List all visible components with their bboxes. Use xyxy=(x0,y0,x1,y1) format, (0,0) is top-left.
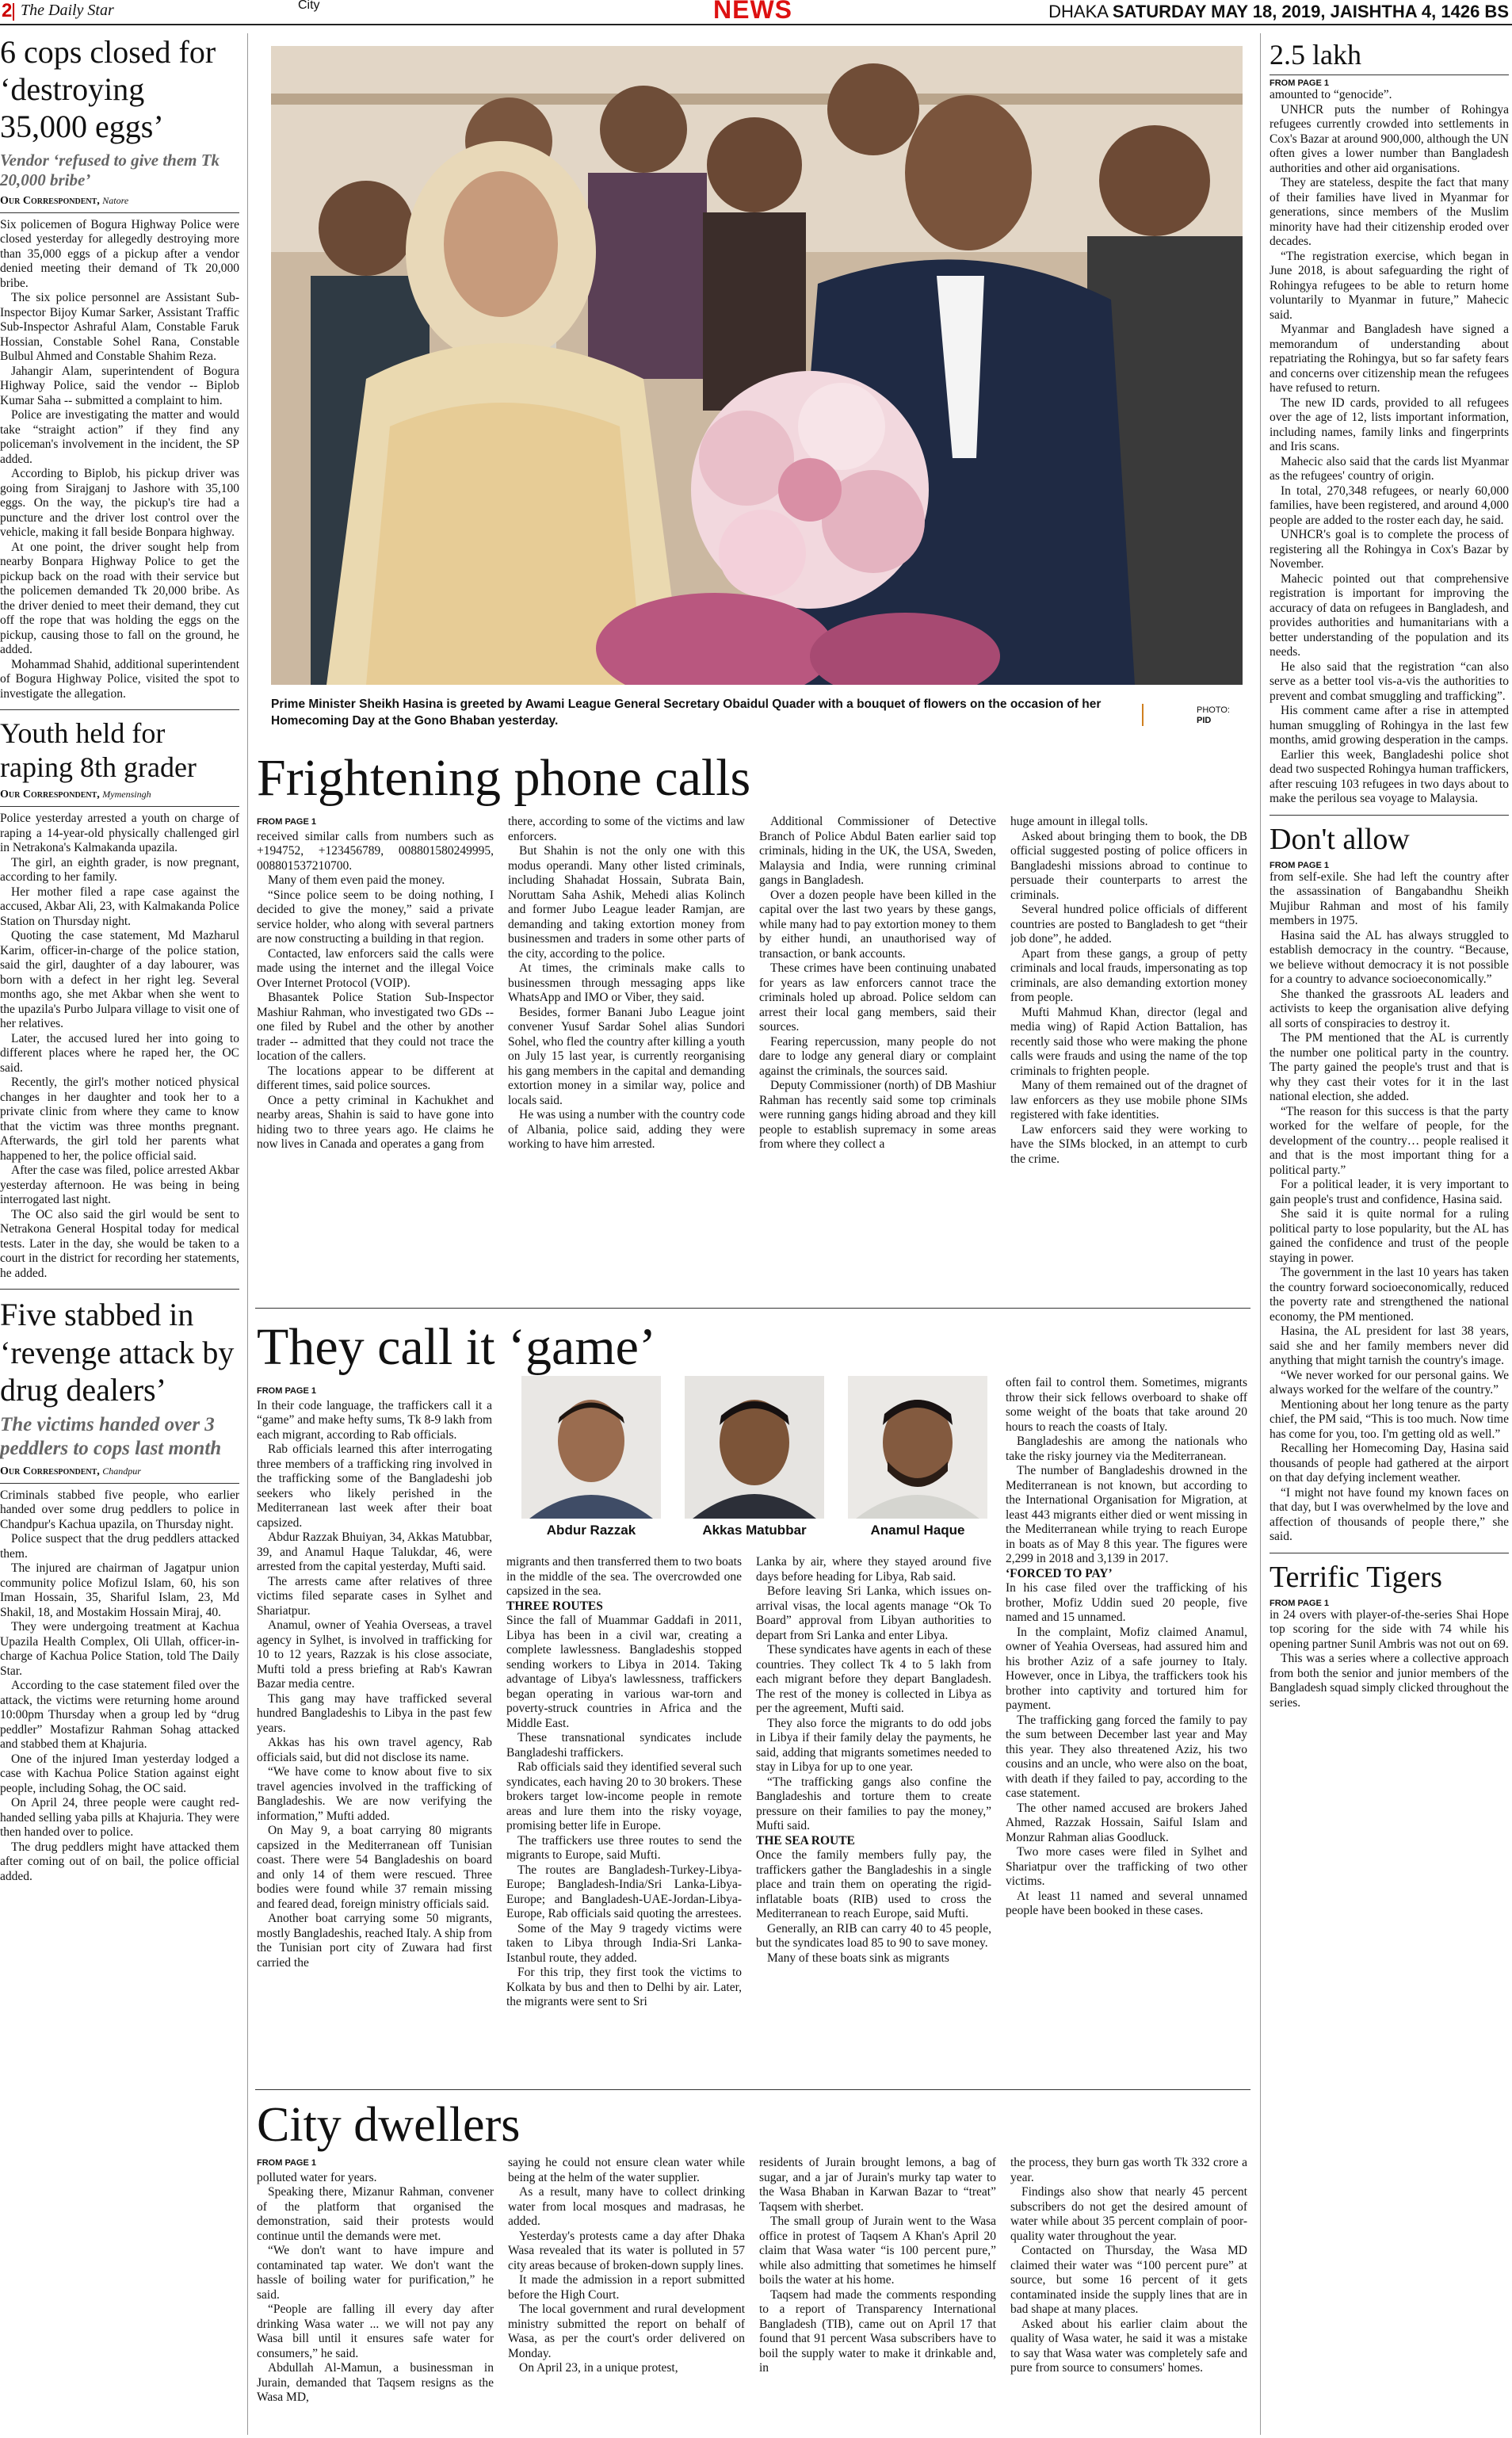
lakh-from-page: FROM PAGE 1 xyxy=(1270,78,1329,89)
story-divider xyxy=(0,1289,239,1290)
dont-allow-body: from self-exile. She had left the country after the assassination of Bangabandhu Sheikh Mujibur Rahman and most of his family members in 1975. Hasina said the AL has always struggled to establish democracy in the country. “Because, we believe without democracy it is not possible for a country to advance socioeconomically.” She thanked the grassroots AL leaders and activists to keep the organisation alive defying all sorts of conspiracies to destroy it. The PM mentioned that the AL is currently the number one political party in the country. The party gained the people's trust and that is why they cast their votes for it in the last national election, she added. “The reason for this success is that the party worked for the welfare of people, for the development of the country… people realised it and that is the most important thing for a political party.” For a political leader, it is very important to gain people's trust and confidence, Hasina said. She said it is quite normal for a ruling political party to lose popularity, but the AL has gained the confidence and trust of the people staying in power. The government in the last 10 years has taken the country forward socioeconomically, reduced the poverty rate and strengthened the national economy, the PM mentioned. Hasina, the AL president for last 38 years, said she and her family members never did anything that might tarnish the country's image. “We never worked for our personal gains. We always worked for the welfare of the country.” Mentioning about her long tenure as the party chief, the PM said, “This is too much. Now time has come for you, too. I'm getting old as well.” Recalling her Homecoming Day, Hasina said thousands of people had gathered at the airport on that day defying inclement weather. “I might not have found my known faces on that day, but I was overwhelmed by the love and affection of thousands of people there,” she said. xyxy=(1270,869,1509,1544)
game-col-2: migrants and then transferred them to two boats in the middle of the sea. The overcrowded one capsized in the sea. THREE ROUTES Since the fall of Muammar Gaddafi in 2011, Libya has been in a civil war, creating a complete lawlessness. Bangladeshis stopped sending workers to Libya in 2014. Taking advantage of Libya's lawlessness, traffickers began operating in various war-torn and poverty-struck countries in Africa and the Middle East. These transnational syndicates include Bangladeshi traffickers. Rab officials said they identified several such syndicates, each having 20 to 30 brokers. These brokers target low-income people in remote areas and lure them into the risky voyage, promising better life in Europe. The traffickers use three routes to send the migrants to Europe, said Mufti. The routes are Bangladesh-Turkey-Libya-Europe; Bangladesh-India/Sri Lanka-Libya-Europe; and Bangladesh-UAE-Jordan-Libya-Europe, Rab officials said quoting the arrestees. Some of the May 9 tragedy victims were taken to Libya through India-Sri Lanka-Istanbul route, they added. For this trip, they first took the victims to Kolkata by bus and then to Delhi by air. Later, the migrants were sent to Sri xyxy=(506,1555,742,2008)
portrait-photo xyxy=(848,1376,987,1519)
mugshot-name: Akkas Matubbar xyxy=(702,1523,807,1538)
column-rule-right xyxy=(1260,33,1261,2435)
stabbed-byline: Our Correspondent, Chandpur xyxy=(0,1465,141,1477)
mugshot-abdur-razzak xyxy=(521,1376,661,1538)
story-divider xyxy=(0,709,239,710)
stabbed-rule xyxy=(0,1483,239,1484)
homecoming-photo-illustration xyxy=(271,46,1243,685)
dateline-date: SATURDAY MAY 18, 2019, JAISHTHA 4, 1426 BS xyxy=(1112,2,1509,21)
credit-marker xyxy=(1142,704,1144,726)
eggs-rule xyxy=(0,212,239,213)
dateline-city: DHAKA xyxy=(1048,2,1108,21)
phone-calls-story xyxy=(257,747,1247,1301)
mugshots xyxy=(509,1376,1000,1542)
phone-calls-col-4: huge amount in illegal tolls. Asked about bringing them to book, the DB official suggested posting of police officers in Bangladeshi missions abroad to continue to persuade their counterparts to arrest the criminals. Several hundred police officials of different countries are posted to Bangladesh to get “their job done”, he added. Apart from these gangs, a group of petty criminals and local frauds, impersonating as top criminals, are also demanding extortion money from people. Mufti Mahmud Khan, director (legal and media wing) of Rapid Action Battalion, has recently said those who were making the phone calls were frauds and using the name of the top criminals to frighten people. Many of them remained out of the dragnet of law enforcers as they use mobile phone SIMs registered with fake identities. Law enforcers said they were working to have the SIMs blocked, in an attempt to curb the crime. xyxy=(1010,815,1247,1166)
game-col-3: Lanka by air, where they stayed around five days before heading for Libya, Rab said. Before leaving Sri Lanka, which issues on-arrival visas, the local agents manage “Ok To Board” approval from Libyan authorities to depart from Sri Lanka and enter Libya. These syndicates have agents in each of these countries. They collect Tk 4 to 5 lakh from each migrant before they depart Bangladesh. The rest of the money is collected in Libya as per the agreement, Mufti said. They also force the migrants to do odd jobs in Libya if their family delay the payments, he said, adding that migrants sometimes needed to stay in Libya for up to one year. “The trafficking gangs also confine the Bangladeshis and torture them to create pressure on their families to pay the money,” Mufti said. THE SEA ROUTE Once the family members fully pay, the traffickers gather the Bangladeshis in a single place and train them on operating the rigid-inflatable boats (RIB) used to cross the Mediterranean to reach Europe, said Mufti. Generally, an RIB can carry 40 to 45 people, but the syndicates load 85 to 90 to save money. Many of these boats sink as migrants xyxy=(756,1555,991,1965)
dateline xyxy=(1005,2,1509,22)
page-number: 2 xyxy=(2,0,13,21)
phone-calls-headline: Frightening phone calls xyxy=(257,749,751,807)
mugshot-name: Abdur Razzak xyxy=(546,1523,636,1538)
rape-body: Police yesterday arrested a youth on charge of raping a 14-year-old physically challenged girl in Netrakona's Kalmakanda upazila. The girl, an eighth grader, is now pregnant, according to her family. Her mother filed a rape case against the accused, Akbar Ali, 23, with Kalmakanda Police Station on Thursday night. Quoting the case statement, Md Mazharul Karim, officer-in-charge of the police station, said the girl, daughter of a day labourer, was born with a defect in her right leg. Several months ago, she met Akbar when she went to the upazila's Purbo Julpara village to visit one of her relatives. Later, the accused lured her into going to different places where he raped her, the OC said. Recently, the girl's mother noticed physical changes in her daughter and took her to a private clinic from where they came to know that the victim was three months pregnant. Afterwards, the girl told her parents what happened to her, the police official said. After the case was filed, police arrested Akbar yesterday afternoon. He was being in being interrogated last night. The OC also said the girl would be sent to Netrakona General Hospital today for medical tests. Later in the day, she would be taken to a court in the district for recording her statements, he added. xyxy=(0,812,239,1280)
city-col-1: FROM PAGE 1 polluted water for years. Speaking there, Mizanur Rahman, convener of the platform that organised the demonstration, said their protests would continue until the demands were met. “We don't want to have impure and contaminated tap water. We don't want the hassle of boiling water for purification,” he said. “People are falling ill every day after drinking Wasa water ... we will not pay any Wasa bill until it ensures safe water for consumers,” he said. Abdullah Al-Mamun, a businessman in Jurain, demanded that Taqsem resigns as the Wasa MD, xyxy=(257,2158,494,2404)
story-divider xyxy=(255,2089,1250,2090)
stabbed-body: Criminals stabbed five people, who earlier handed over some drug peddlers to police in Chandpur's Kachua upazila, on Thursday night. Police suspect that the drug peddlers attacked them. The injured are chairman of Jagatpur union community police Mofizul Islam, 60, his son Iman Hossain, 35, Shariful Islam, 23, Md Shakil, 18, and Mostakim Hossain Miraj, 40. They were undergoing treatment at Kachua Upazila Health Complex, Oli Ullah, officer-in-charge of Kachua Police Station, told The Daily Star. According to the case statement filed over the attack, the victims were returning home around 10:00pm Thursday when a group led by “drug peddler” Mostafizur Rahman Sohag attacked and stabbed them at Khajuria. One of the injured Iman yesterday lodged a case with Kachua Police Station against eight people, including Sohag, the OC said. On April 24, three people were caught red-handed selling yaba pills at Khajuria. They were then handed over to police. The drug peddlers might have attacked them after coming out of on bail, the police official added. xyxy=(0,1488,239,1883)
stabbed-headline: Five stabbed in ‘revenge attack by drug dealers’ xyxy=(0,1297,235,1408)
phone-calls-col-3: Additional Commissioner of Detective Branch of Police Abdul Baten earlier said top criminals, hiding in the UK, the USA, Sweden, Malaysia and India, were running criminal gangs in Bangladesh. Over a dozen people have been killed in the capital over the last two years by these gangs, while many had to pay extortion money to them by either hundi, an unauthorised way of transaction, or bank accounts. These crimes have been continuing unabated for years as law enforcers cannot trace the criminals holed up abroad. Police seldom can arrest their local gang members, said their sources. Fearing repercussion, many people do not dare to lodge any general diary or complaint against the criminals, the sources said. Deputy Commissioner (north) of DB Mashiur Rahman has recently said some top criminals were running gangs hiding abroad and they kill people to establish supremacy in some areas from where they collect a xyxy=(759,815,996,1151)
mugshot-akkas-matubbar xyxy=(685,1376,824,1538)
phone-calls-col-2: there, according to some of the victims and law enforcers. But Shahin is not the only one with this modus operandi. Many other listed criminals, including Shahadat Hossain, Subrata Bain, Noruttam Saha Ashik, Mehedi alias Kolinch and former Jubo League leader Ramjan, are demanding and taking extortion money from businessmen and traders in some other parts of the city, according to the police. At times, the criminals make calls to businessmen through messaging apps like WhatsApp and IMO or Viber, they said. Besides, former Banani Jubo League joint convener Yusuf Sardar Sohel alias Sundori Sohel, who fled the country after killing a youth on July 15 last year, is currently reorganising his gang members in the capital and demanding extortion money in a similar way, police and locals said. He was using a number with the country code of Albania, police said, adding they were working to have him arrested. xyxy=(508,815,745,1151)
news-photo xyxy=(271,46,1243,685)
eggs-subhead: Vendor ‘refused to give them Tk 20,000 bribe’ xyxy=(0,150,220,189)
lakh-headline: 2.5 lakh xyxy=(1270,39,1361,71)
section-label: City xyxy=(298,0,320,12)
mugshot-anamul-haque xyxy=(848,1376,987,1538)
eggs-body: Six policemen of Bogura Highway Police were closed yesterday for allegedly destroying more than 35,000 eggs of a pickup after a vendor denied meeting their demand of Tk 20,000 bribe. The six police personnel are Assistant Sub-Inspector Bijoy Kumar Sarker, Assistant Traffic Sub-Inspector Ashraful Alam, Constable Faruk Hossian, Constable Sohel Rana, Constable Bulbul Ahmed and Constable Shahim Reza. Jahangir Alam, superintendent of Bogura Highway Police, said the vendor -- Biplob Kumar Saha -- submitted a complaint to him. Police are investigating the matter and would take “straight action” if they find any policeman's involvement in the incident, the SP added. According to Biplob, his pickup driver was going from Sirajganj to Jashore with 35,100 eggs. On the way, the pickup's tire had a puncture and the driver lost control over the vehicle, making it fall beside Bonpara highway. At one point, the driver sought help from nearby Bonpara Highway Police to get the pickup back on the road with their service but the policemen demanded Tk 20,000 bribe. As the driver denied to meet their demand, they cut off the rope that was holding the eggs on the pickup, causing those to fall on the ground, he added. Mohammad Shahid, additional superintendent of Bogura Highway Police, visited the spot to investigate the allegation. xyxy=(0,217,239,701)
city-col-3: residents of Jurain brought lemons, a bag of sugar, and a jar of Jurain's murky tap water to the Wasa Bhaban in Karwan Bazar to “treat” Taqsem with sherbet. The small group of Jurain went to the Wasa office in protest of Taqsem A Khan's April 20 claim that Wasa water “is 100 percent pure,” while also admitting that sometimes he himself boils the water at his home. Taqsem had made the comments responding to a report of Transparency International Bangladesh (TIB), came out on April 17 that found that 91 percent Wasa subscribers have to boil the supply water to make it drinkable and, in xyxy=(759,2156,996,2375)
rape-byline: Our Correspondent, Mymensingh xyxy=(0,789,151,801)
portrait-photo xyxy=(521,1376,661,1519)
portrait-photo xyxy=(685,1376,824,1519)
game-col-4: often fail to control them. Sometimes, migrants throw their sick fellows overboard to shake off some weight of the boats that take around 20 hours to reach the coasts of Italy. Bangladeshis are among the nationals who take the risky journey via the Mediterranean. The number of Bangladeshis drowned in the Mediterranean is not known, but according to the International Organisation for Migration, at least 443 migrants either died or went missing in the Mediterranean while trying to reach Europe in boats as of May 8 this year. The figures were 2,299 in 2018 and 3,139 in 2017. ‘FORCED TO PAY’ In his case filed over the trafficking of his brother, Mofiz Uddin sued 20 people, five named and 15 unnamed. In the complaint, Mofiz claimed Anamul, owner of Yeahia Overseas, had assured him and his brother Aziz of a safe journey to Italy. However, once in Libya, the traffickers took his brother into captivity and tortured him for payment. The trafficking gang forced the family to pay the sum between December last year and May this year. They also threatened Aziz, his two cousins and an uncle, who were also on the boat, with death if they failed to pay, according to the case statement. The other named accused are brokers Jahed Ahmed, Razzak Hossain, Saiful Islam and Monzur Rahman alias Goodluck. Two more cases were filed in Sylhet and Shariatpur over the trafficking of two other victims. At least 11 named and several unnamed people have been booked in these cases. xyxy=(1006,1376,1247,1917)
dont-allow-headline: Don't allow xyxy=(1270,822,1410,856)
tigers-body: in 24 overs with player-of-the-series Shai Hope top scoring for the side with 74 while his opening partner Sunil Ambris was not out on 69. This was a series where a collective approach from both the senior and junior members of the Bangladesh squad simply clicked throughout the series. xyxy=(1270,1607,1509,1710)
story-divider xyxy=(255,1308,1250,1309)
lakh-body: amounted to “genocide”. UNHCR puts the number of Rohingya refugees currently crowded into settlements in Cox's Bazar at around 900,000, although the UN often gives a lower number than Bangladesh authorities and other aid organisations. They are stateless, despite the fact that many of their families have lived in Myanmar for generations, since members of the Muslim minority have had their citizenship eroded over decades. “The registration exercise, which began in June 2018, is about safeguarding the right of Rohingya refugees to be able to return home voluntarily to Myanmar in future,” Mahecic said. Myanmar and Bangladesh have signed a memorandum of understanding about repatriating the Rohingya, but so far safety fears and concerns over citizenship mean the refugees have refused to return. The new ID cards, provided to all refugees over the age of 12, lists important information, including names, family links and fingerprints and Iris scans. Mahecic also said that the cards list Myanmar as the refugees' country of origin. In total, 270,348 refugees, or nearly 60,000 families, have been registered, and around 4,000 people are added to the roster each day, he said. UNHCR's goal is to complete the process of registering all the Rohingya in Cox's Bazar by November. Mahecic pointed out that comprehensive registration is important for improving the accuracy of data on refugees in Bangladesh, and provides authorities and humanitarians with a better understanding of the population and its needs. He also said that the registration “can also serve as a better tool vis-a-vis the authorities to prevent and combat smuggling and trafficking”. His comment came after a rise in attempted human smuggling of Rohingya in the last few months, amid growing desperation in the camps. Earlier this week, Bangladeshi police shot dead two suspected Rohingya human traffickers, after rescuing 103 refugees in two days about to make the perilous sea voyage to Malaysia. xyxy=(1270,88,1509,806)
city-dwellers-story xyxy=(257,2096,1247,2438)
eggs-byline: Our Correspondent, Natore xyxy=(0,194,129,207)
photo-credit: PHOTO: PID xyxy=(1197,705,1230,725)
city-col-2: saying he could not ensure clean water while being at the helm of the water supplier. As a result, many have to collect drinking water from local mosques and madrasas, he added. Yesterday's protests came a day after Dhaka Wasa revealed that its water is polluted in 57 city areas because of broken-down supply lines. It made the admission in a report submitted before the High Court. The local government and rural development ministry submitted the report on behalf of Wasa, as per the court's order delivered on Monday. On April 23, in a unique protest, xyxy=(508,2156,745,2375)
tigers-headline: Terrific Tigers xyxy=(1270,1560,1442,1594)
column-rule-left xyxy=(247,33,248,2435)
eggs-headline: 6 cops closed for ‘destroying 35,000 eggs’ xyxy=(0,34,216,145)
right-column xyxy=(1270,38,1509,2438)
left-column xyxy=(0,33,239,2438)
dont-allow-from-page: FROM PAGE 1 xyxy=(1270,860,1329,870)
photo-caption: Prime Minister Sheikh Hasina is greeted by Awami League General Secretary Obaidul Quader with a bouquet of flowers on the occasion of her Homecoming Day at the Gono Bhaban yesterday. xyxy=(271,697,1102,728)
phone-calls-col-1: FROM PAGE 1 received similar calls from numbers such as +194752, +123456789, 008801580249995, 008801537210700. Many of them even paid the money. “Since police seem to be doing nothing, I decided to give the money,” said a private service holder, who along with several partners are now constructing a building in that region. Contacted, law enforcers said the calls were made using the internet and the illegal Voice Over Internet Protocol (VOIP). Bhasantek Police Station Sub-Inspector Mashiur Rahman, who investigated two GDs -- one filed by Rubel and the other by another trader -- admitted that they could not trace the location of the callers. The locations appear to be different at different times, said police sources. Once a petty criminal in Kachukhet and nearby areas, Shahin is said to have gone into hiding two to three years ago. He claims he now lives in Canada and operates a gang from xyxy=(257,817,494,1151)
stabbed-subhead: The victims handed over 3 peddlers to cops last month xyxy=(0,1413,222,1459)
mugshot-name: Anamul Haque xyxy=(870,1523,965,1538)
city-col-4: the process, they burn gas worth Tk 332 crore a year. Findings also show that nearly 45 percent subscribers do not get the desired amount of water while about 35 percent complain of poor-quality water throughout the year. Contacted on Thursday, the Wasa MD claimed their water was “100 percent pure” at source, but some 16 percent of it gets contaminated inside the supply lines that are in bad shape at many places. Asked about his earlier claim about the quality of Wasa water, he said it was a mistake to say that Wasa water was completely safe and pure from source to consumers' homes. xyxy=(1010,2156,1247,2375)
rape-rule xyxy=(0,806,239,807)
rape-headline: Youth held for raping 8th grader xyxy=(0,717,197,783)
city-dwellers-headline: City dwellers xyxy=(257,2098,521,2152)
game-headline: They call it ‘game’ xyxy=(257,1318,656,1376)
masthead: The Daily Star xyxy=(21,2,114,19)
tigers-from-page: FROM PAGE 1 xyxy=(1270,1598,1329,1608)
story-divider xyxy=(1270,815,1509,816)
game-col-1: FROM PAGE 1 In their code language, the traffickers call it a “game” and make hefty sums, Tk 8-9 lakh from each migrant, according to Rab officials. Rab officials learned this after interrogating three members of a trafficking ring involved in the trafficking some of the Bangladeshi job seekers who likely perished in the Mediterranean last week after their boat capsized. Abdur Razzak Bhuiyan, 34, Akkas Matubbar, 39, and Anamul Haque Talukdar, 46, were arrested from the capital yesterday, Mufti said. The arrests came after relatives of three victims filed separate cases in Sylhet and Shariatpur. Anamul, owner of Yeahia Overseas, a travel agency in Sylhet, is involved in trafficking for 10 to 12 years, Razzak is his close associate, Mufti told a press briefing at Rab's Kawran Bazar media centre. This gang may have trafficked several hundred Bangladeshis to Libya in the past few years. Akkas has his own travel agency, Rab officials said, but did not disclose its name. “We have come to know about five to six travel agencies involved in the trafficking of Bangladeshis. We are now verifying the information,” Mufti added. On May 9, a boat carrying 80 migrants capsized in the Mediterranean off Tunisian coast. There were 54 Bangladeshis on board and only 14 of them were rescued. Three bodies were found while 37 remain missing and feared dead, foreign ministry officials said. Another boat carrying some 50 migrants, mostly Bangladeshis, reached Italy. A ship from the Tunisian port city of Zuwara had first carried the xyxy=(257,1386,492,1970)
page-number-divider xyxy=(13,3,14,21)
news-label: NEWS xyxy=(713,0,792,24)
